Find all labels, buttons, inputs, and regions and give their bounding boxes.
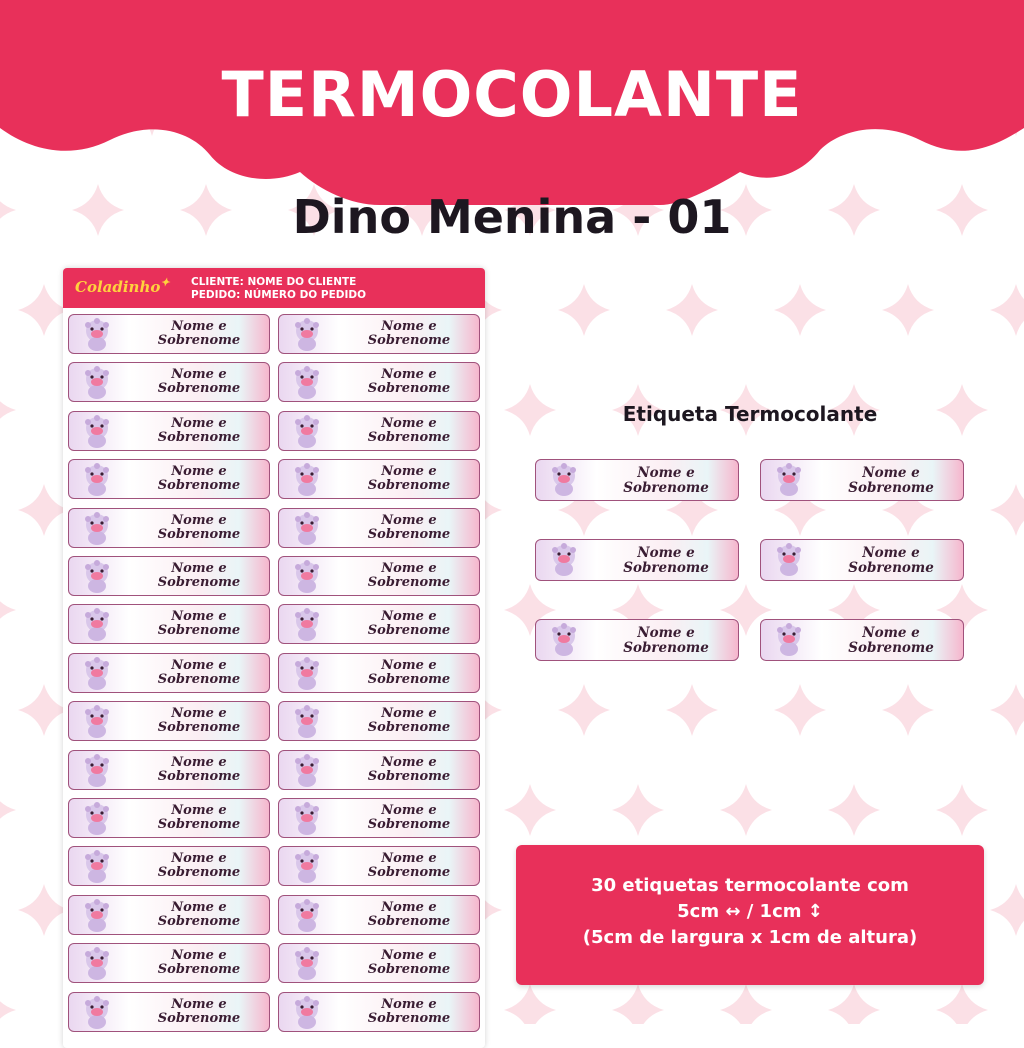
star-icon xyxy=(882,284,934,336)
info-line-3: (5cm de largura x 1cm de altura) xyxy=(582,927,918,948)
label-name-line1: Nome e xyxy=(381,948,437,964)
dino-girl-icon xyxy=(77,754,117,788)
dino-girl-icon xyxy=(77,318,117,352)
product-subtitle: Dino Menina - 01 xyxy=(292,190,732,244)
sheet-header xyxy=(63,268,485,308)
label-name-line1: Nome e xyxy=(171,367,227,383)
dino-girl-icon xyxy=(769,543,809,577)
sheet-label xyxy=(68,798,270,838)
sheet-label xyxy=(278,992,480,1032)
label-name-line2: Sobrenome xyxy=(367,768,451,784)
sheet-label xyxy=(278,556,480,596)
dino-girl-icon xyxy=(287,947,327,981)
label-name-line1: Nome e xyxy=(171,415,227,431)
dino-girl-icon xyxy=(769,623,809,657)
dino-girl-icon xyxy=(77,705,117,739)
star-icon xyxy=(504,384,556,436)
label-name-line1: Nome e xyxy=(171,512,227,528)
sheet-meta xyxy=(191,276,366,302)
label-name-line2: Sobrenome xyxy=(157,817,241,832)
label-name-line2: Sobrenome xyxy=(848,560,934,576)
star-icon xyxy=(720,984,772,1024)
dino-girl-icon xyxy=(287,657,327,691)
star-icon xyxy=(774,284,826,336)
sheet-label xyxy=(68,411,270,451)
label-name-line2: Sobrenome xyxy=(367,429,451,445)
label-name-line1: Nome e xyxy=(171,319,227,334)
label-name-line2: Sobrenome xyxy=(848,640,934,656)
label-name-line1: Nome e xyxy=(171,706,227,722)
label-name-line1: Nome e xyxy=(637,545,695,561)
sheet-label xyxy=(278,943,480,983)
sheet-label xyxy=(68,701,270,741)
sheet-label xyxy=(278,846,480,886)
preview-label xyxy=(535,539,739,581)
label-name-line1: Nome e xyxy=(862,545,920,561)
label-name-line1: Nome e xyxy=(381,319,437,334)
label-name-line1: Nome e xyxy=(381,561,437,576)
sheet-label xyxy=(278,895,480,935)
label-name-line1: Nome e xyxy=(171,561,227,576)
label-name-line1: Nome e xyxy=(171,899,227,915)
dino-girl-icon xyxy=(77,850,117,884)
sheet-label xyxy=(68,992,270,1032)
dino-girl-icon xyxy=(544,463,584,497)
label-name-line1: Nome e xyxy=(381,367,437,383)
star-icon xyxy=(612,984,664,1024)
brand-name: Coladinho xyxy=(75,278,161,296)
page-title: TERMOCOLANTE xyxy=(221,58,803,131)
dino-girl-icon xyxy=(77,560,117,594)
sparkle-icon: ✦ xyxy=(160,276,170,289)
star-icon xyxy=(0,984,16,1024)
sheet-label xyxy=(68,604,270,644)
dino-girl-icon xyxy=(287,802,327,836)
dino-girl-icon xyxy=(287,463,327,497)
label-name-line1: Nome e xyxy=(171,609,227,625)
sheet-label xyxy=(68,362,270,402)
label-name-line2: Sobrenome xyxy=(157,913,241,929)
label-name-line1: Nome e xyxy=(381,899,437,915)
dino-girl-icon xyxy=(77,657,117,691)
star-icon xyxy=(0,784,16,836)
label-name-line2: Sobrenome xyxy=(623,640,709,656)
label-name-line1: Nome e xyxy=(171,464,227,480)
star-icon xyxy=(882,684,934,736)
preview-label xyxy=(760,459,964,501)
star-icon xyxy=(774,684,826,736)
label-name-line2: Sobrenome xyxy=(157,333,241,348)
sheet-label xyxy=(278,508,480,548)
dino-girl-icon xyxy=(544,543,584,577)
dino-girl-icon xyxy=(77,608,117,642)
label-name-line1: Nome e xyxy=(862,625,920,641)
label-name-line2: Sobrenome xyxy=(157,381,241,397)
star-icon xyxy=(936,984,988,1024)
label-name-line2: Sobrenome xyxy=(157,429,241,445)
label-name-line2: Sobrenome xyxy=(367,962,451,978)
label-name-line1: Nome e xyxy=(637,625,695,641)
sheet-label xyxy=(68,508,270,548)
star-icon xyxy=(990,884,1024,936)
dino-girl-icon xyxy=(287,850,327,884)
label-name-line2: Sobrenome xyxy=(367,478,451,494)
sheet-label xyxy=(68,653,270,693)
label-name-line2: Sobrenome xyxy=(367,1010,451,1026)
star-icon xyxy=(936,784,988,836)
label-name-line1: Nome e xyxy=(171,803,227,818)
label-name-line1: Nome e xyxy=(381,996,437,1012)
label-name-line2: Sobrenome xyxy=(157,623,241,639)
star-icon xyxy=(558,684,610,736)
label-name-line2: Sobrenome xyxy=(367,526,451,542)
sheet-label xyxy=(68,750,270,790)
label-name-line2: Sobrenome xyxy=(157,526,241,542)
dino-girl-icon xyxy=(77,512,117,546)
label-name-line1: Nome e xyxy=(862,465,920,481)
dino-girl-icon xyxy=(287,996,327,1030)
preview-label xyxy=(535,459,739,501)
label-name-line2: Sobrenome xyxy=(157,478,241,494)
sheet-label xyxy=(68,556,270,596)
star-icon xyxy=(936,384,988,436)
dino-girl-icon xyxy=(287,366,327,400)
label-name-line2: Sobrenome xyxy=(367,333,451,348)
order-line: PEDIDO: NÚMERO DO PEDIDO xyxy=(191,289,367,301)
star-icon xyxy=(990,284,1024,336)
label-name-line1: Nome e xyxy=(381,415,437,431)
label-name-line1: Nome e xyxy=(171,657,227,673)
dino-girl-icon xyxy=(287,512,327,546)
star-icon xyxy=(504,784,556,836)
label-name-line2: Sobrenome xyxy=(367,575,451,590)
sheet-label xyxy=(278,411,480,451)
dino-girl-icon xyxy=(287,754,327,788)
dino-girl-icon xyxy=(77,996,117,1030)
label-name-line2: Sobrenome xyxy=(157,720,241,736)
preview-label xyxy=(760,539,964,581)
label-name-line1: Nome e xyxy=(381,464,437,480)
star-icon xyxy=(666,284,718,336)
dino-girl-icon xyxy=(77,899,117,933)
star-icon xyxy=(666,684,718,736)
label-name-line2: Sobrenome xyxy=(367,671,451,687)
label-name-line2: Sobrenome xyxy=(157,865,241,881)
star-icon xyxy=(828,984,880,1024)
label-name-line1: Nome e xyxy=(381,803,437,818)
label-name-line1: Nome e xyxy=(381,609,437,625)
preview-label xyxy=(760,619,964,661)
brand-logo xyxy=(75,276,170,296)
label-name-line2: Sobrenome xyxy=(367,623,451,639)
star-icon xyxy=(504,984,556,1024)
star-icon xyxy=(0,584,16,636)
dino-girl-icon xyxy=(77,947,117,981)
label-name-line1: Nome e xyxy=(381,754,437,770)
label-name-line2: Sobrenome xyxy=(367,913,451,929)
info-line-2: 5cm ↔ / 1cm ↕ xyxy=(677,901,823,922)
sheet-label xyxy=(68,943,270,983)
label-name-line2: Sobrenome xyxy=(623,480,709,496)
client-line: CLIENTE: NOME DO CLIENTE xyxy=(191,276,357,288)
dino-girl-icon xyxy=(77,802,117,836)
dino-girl-icon xyxy=(287,415,327,449)
sheet-label xyxy=(68,459,270,499)
sheet-label xyxy=(68,314,270,354)
sheet-label xyxy=(278,750,480,790)
label-name-line2: Sobrenome xyxy=(623,560,709,576)
label-name-line1: Nome e xyxy=(381,706,437,722)
dino-girl-icon xyxy=(77,463,117,497)
label-name-line1: Nome e xyxy=(637,465,695,481)
star-icon xyxy=(828,784,880,836)
preview-label xyxy=(535,619,739,661)
preview-title: Etiqueta Termocolante xyxy=(622,402,878,426)
label-name-line2: Sobrenome xyxy=(367,381,451,397)
label-name-line2: Sobrenome xyxy=(367,865,451,881)
dino-girl-icon xyxy=(287,560,327,594)
label-name-line2: Sobrenome xyxy=(157,962,241,978)
sheet-label xyxy=(278,701,480,741)
sheet-label xyxy=(68,846,270,886)
label-name-line1: Nome e xyxy=(171,754,227,770)
dino-girl-icon xyxy=(287,899,327,933)
dino-girl-icon xyxy=(287,705,327,739)
label-name-line1: Nome e xyxy=(381,657,437,673)
star-icon xyxy=(990,684,1024,736)
dino-girl-icon xyxy=(77,415,117,449)
label-name-line2: Sobrenome xyxy=(157,671,241,687)
label-name-line2: Sobrenome xyxy=(157,768,241,784)
label-name-line1: Nome e xyxy=(381,512,437,528)
sheet-label xyxy=(278,653,480,693)
label-name-line1: Nome e xyxy=(381,851,437,867)
info-line-1: 30 etiquetas termocolante com xyxy=(591,875,909,896)
dino-girl-icon xyxy=(769,463,809,497)
star-icon xyxy=(0,384,16,436)
label-name-line2: Sobrenome xyxy=(848,480,934,496)
label-name-line2: Sobrenome xyxy=(367,720,451,736)
sheet-label xyxy=(278,459,480,499)
label-name-line1: Nome e xyxy=(171,851,227,867)
label-name-line1: Nome e xyxy=(171,948,227,964)
star-icon xyxy=(720,784,772,836)
sheet-label xyxy=(68,895,270,935)
label-name-line2: Sobrenome xyxy=(157,1010,241,1026)
sheet-label xyxy=(278,798,480,838)
star-icon xyxy=(612,784,664,836)
label-sheet xyxy=(63,268,485,1048)
label-name-line2: Sobrenome xyxy=(157,575,241,590)
sheet-label xyxy=(278,362,480,402)
label-name-line2: Sobrenome xyxy=(367,817,451,832)
dino-girl-icon xyxy=(544,623,584,657)
label-name-line1: Nome e xyxy=(171,996,227,1012)
star-icon xyxy=(990,484,1024,536)
info-box xyxy=(516,845,984,985)
dino-girl-icon xyxy=(287,318,327,352)
sheet-label xyxy=(278,314,480,354)
sheet-label xyxy=(278,604,480,644)
star-icon xyxy=(558,284,610,336)
dino-girl-icon xyxy=(77,366,117,400)
dino-girl-icon xyxy=(287,608,327,642)
